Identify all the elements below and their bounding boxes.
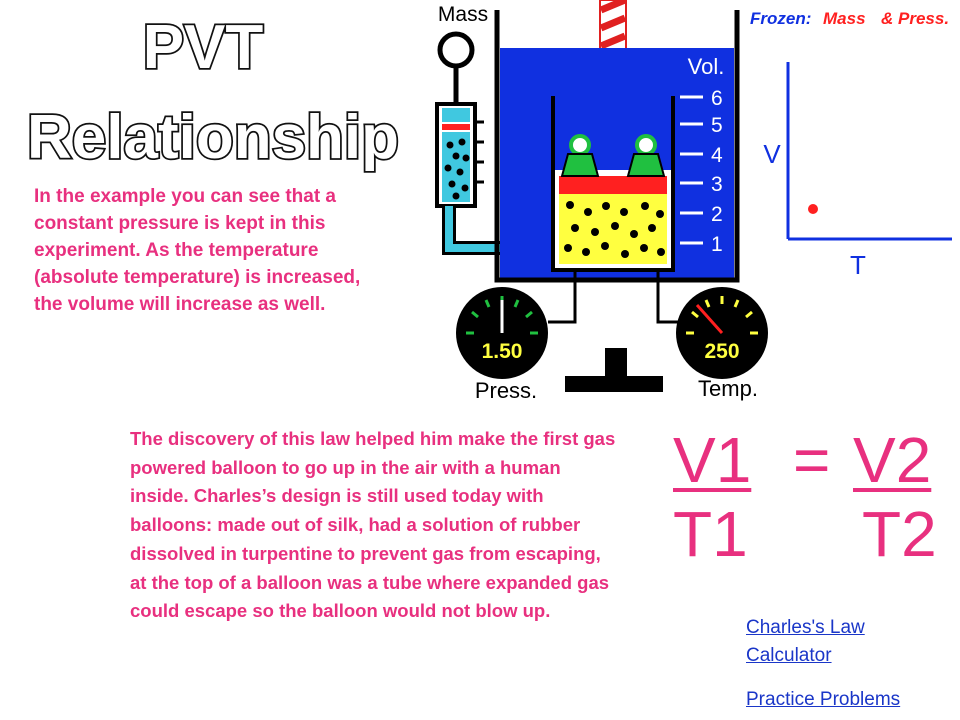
mass-gauge-ring [440,34,472,66]
pressure-label: Press. [474,378,538,403]
pressure-gauge [456,287,548,379]
volume-label: Vol. [687,54,725,79]
temperature-value: 250 [704,340,740,363]
equation-v1: V1 [673,424,752,496]
title [0,0,420,175]
calculator-link[interactable]: Charles's Law Calculator [746,617,865,666]
history-paragraph: The discovery of this law helped him make the first gas powered balloon to go up in the air with a human inside. Charles’s design is still used today with balloons: made out of silk, had a solution of rubber dissolved in turpentine to prevent gas from escaping, at the top of a balloon was a tube where expanded gas could escape so the balloon would not blow up. [130,428,616,622]
temperature-label: Temp. [698,376,758,401]
intro-paragraph: In the example you can see that a constant pressure is kept in this experiment. As the temperature (absolute temperature) is increased, the volume will increase as well. [34,186,361,315]
vol-tick-6: 6 [711,87,723,110]
frozen-label: Frozen: [750,9,812,28]
vt-graph [763,62,952,280]
graph-y-label: V [763,139,781,169]
equation-v2: V2 [853,424,932,496]
equation-t2: T2 [862,498,937,570]
graph-x-label: T [850,250,866,280]
temperature-gauge [676,287,768,379]
vol-tick-3: 3 [711,173,723,196]
title-line2: Relationship [26,103,400,172]
vol-tick-1: 1 [711,233,723,256]
frozen-press: & Press. [881,9,950,28]
title-line1: PVT [142,13,264,82]
vol-tick-4: 4 [711,144,723,167]
stand [565,376,663,392]
equation-equals: = [793,424,831,496]
vol-tick-2: 2 [711,203,723,226]
practice-problems-link[interactable]: Practice Problems [746,689,901,710]
equation-t1: T1 [673,498,748,570]
frozen-mass: Mass [823,9,866,28]
pressure-value: 1.50 [481,340,523,363]
graph-point [808,204,818,214]
apparatus-diagram [420,0,960,410]
vol-tick-5: 5 [711,114,723,137]
piston [559,176,667,194]
mass-label: Mass [437,3,489,26]
